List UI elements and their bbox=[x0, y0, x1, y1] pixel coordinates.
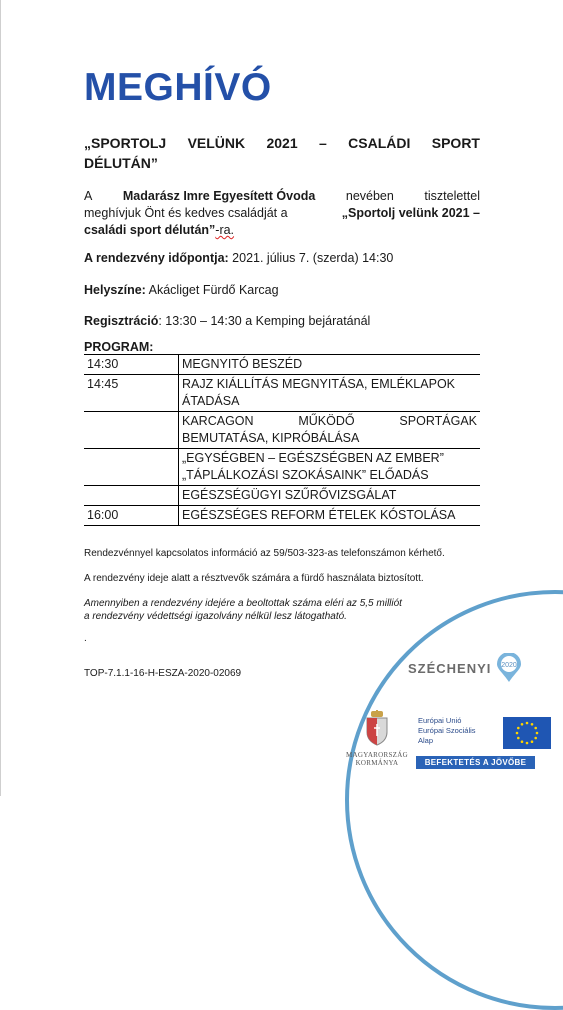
program-item-text: „TÁPLÁLKOZÁSI SZOKÁSAINK” ELŐADÁS bbox=[182, 468, 429, 482]
coat-of-arms-icon bbox=[362, 710, 392, 746]
program-item-text: KARCAGON MŰKÖDŐ SPORTÁGAK bbox=[182, 414, 477, 428]
government-caption-line: MAGYARORSZÁG bbox=[346, 751, 408, 759]
program-item-text: „EGYSÉGBEN – EGÉSZSÉGBEN AZ EMBER” bbox=[182, 451, 444, 465]
date-value: 2021. július 7. (szerda) 14:30 bbox=[228, 251, 394, 265]
subtitle-word: SPORT bbox=[431, 135, 480, 151]
program-item-text: EGÉSZSÉGES REFORM ÉTELEK KÓSTOLÁSA bbox=[182, 508, 456, 522]
project-code: TOP-7.1.1-16-H-ESZA-2020-02069 bbox=[84, 668, 242, 679]
vaccination-note bbox=[84, 597, 484, 623]
program-item bbox=[179, 375, 481, 412]
contact-info: Rendezvénnyel kapcsolatos információ az 59/503-323-as telefonszámon kérhető. bbox=[84, 548, 445, 559]
eu-banner: BEFEKTETÉS A JÖVŐBE bbox=[416, 756, 535, 769]
registration-label: Regisztráció bbox=[84, 314, 159, 328]
subtitle-word: „SPORTOLJ bbox=[84, 135, 167, 151]
stray-dot: . bbox=[84, 633, 87, 644]
program-item bbox=[179, 355, 481, 375]
table-row bbox=[84, 355, 480, 375]
intro-word: tisztelettel bbox=[424, 189, 480, 203]
eu-text-line: Európai Szociális bbox=[418, 726, 476, 735]
intro-paragraph bbox=[84, 188, 480, 239]
program-time: 16:00 bbox=[84, 506, 179, 526]
subtitle-line-1 bbox=[84, 133, 480, 153]
szechenyi-pin-icon bbox=[494, 653, 524, 683]
program-item-text: BEMUTATÁSA, KIPRÓBÁLÁSA bbox=[182, 431, 360, 445]
subtitle-line-2: DÉLUTÁN” bbox=[84, 155, 158, 171]
place-label: Helyszíne: bbox=[84, 283, 146, 297]
event-date bbox=[84, 250, 480, 267]
kindergarten-name: Madarász Imre Egyesített Óvoda bbox=[122, 189, 316, 203]
subtitle-word: VELÜNK bbox=[187, 135, 246, 151]
program-heading: PROGRAM: bbox=[84, 340, 154, 354]
program-item bbox=[179, 486, 481, 506]
intro-line-1 bbox=[84, 188, 480, 205]
eu-text bbox=[418, 716, 476, 746]
program-time bbox=[84, 486, 179, 506]
government-caption bbox=[342, 751, 412, 767]
bath-info: A rendezvény ideje alatt a résztvevők számára a fürdő használata biztosított. bbox=[84, 573, 424, 584]
registration bbox=[84, 313, 480, 330]
program-item-text: EGÉSZSÉGÜGYI SZŰRŐVIZSGÁLAT bbox=[182, 488, 397, 502]
subtitle-word: CSALÁDI bbox=[348, 135, 411, 151]
intro-word: A bbox=[84, 189, 93, 203]
place-value: Akácliget Fürdő Karcag bbox=[145, 283, 279, 297]
table-row bbox=[84, 412, 480, 449]
event-subtitle bbox=[84, 133, 480, 173]
intro-word: nevében bbox=[345, 189, 394, 203]
government-emblem bbox=[342, 710, 412, 767]
table-row bbox=[84, 486, 480, 506]
vaccination-note-line: a rendezvény védettségi igazolvány nélkül lesz látogatható. bbox=[84, 611, 347, 622]
program-item-text: RAJZ KIÁLLÍTÁS MEGNYITÁSA, EMLÉKLAPOK bbox=[182, 377, 455, 391]
vaccination-note-line: Amennyiben a rendezvény idejére a beoltottak száma eléri az 5,5 milliót bbox=[84, 598, 402, 609]
program-time: 14:30 bbox=[84, 355, 179, 375]
szechenyi-year: 2020 bbox=[501, 662, 518, 669]
event-name: „Sportolj velünk 2021 – bbox=[341, 206, 480, 220]
table-row bbox=[84, 375, 480, 412]
subtitle-word: – bbox=[319, 135, 327, 151]
intro-line-2 bbox=[84, 205, 480, 222]
table-row bbox=[84, 506, 480, 526]
page-edge bbox=[0, 0, 1, 796]
eu-text-line: Európai Unió bbox=[418, 716, 462, 725]
subtitle-word: 2021 bbox=[266, 135, 298, 151]
registration-value: : 13:30 – 14:30 a Kemping bejáratánál bbox=[158, 314, 371, 328]
szechenyi-label: SZÉCHENYI bbox=[408, 660, 492, 676]
eu-flag-icon bbox=[503, 717, 551, 749]
table-row bbox=[84, 449, 480, 486]
program-time bbox=[84, 449, 179, 486]
program-item bbox=[179, 506, 481, 526]
event-place bbox=[84, 282, 480, 299]
program-item bbox=[179, 412, 481, 449]
intro-text: meghívjuk Önt és kedves családját a bbox=[84, 206, 288, 220]
program-time bbox=[84, 412, 179, 449]
eu-text-line: Alap bbox=[418, 736, 434, 745]
program-item-text: MEGNYITÓ BESZÉD bbox=[182, 357, 303, 371]
intro-suffix: -ra. bbox=[215, 223, 235, 237]
event-name-end: családi sport délután” bbox=[84, 223, 216, 237]
page-title: MEGHÍVÓ bbox=[84, 66, 272, 109]
program-time: 14:45 bbox=[84, 375, 179, 412]
intro-line-3 bbox=[84, 222, 480, 239]
program-table bbox=[84, 354, 480, 526]
program-item bbox=[179, 449, 481, 486]
szechenyi-logo bbox=[408, 653, 524, 683]
government-caption-line: KORMÁNYA bbox=[355, 759, 399, 767]
date-label: A rendezvény időpontja: bbox=[84, 251, 229, 265]
program-item-text: ÁTADÁSA bbox=[182, 394, 240, 408]
